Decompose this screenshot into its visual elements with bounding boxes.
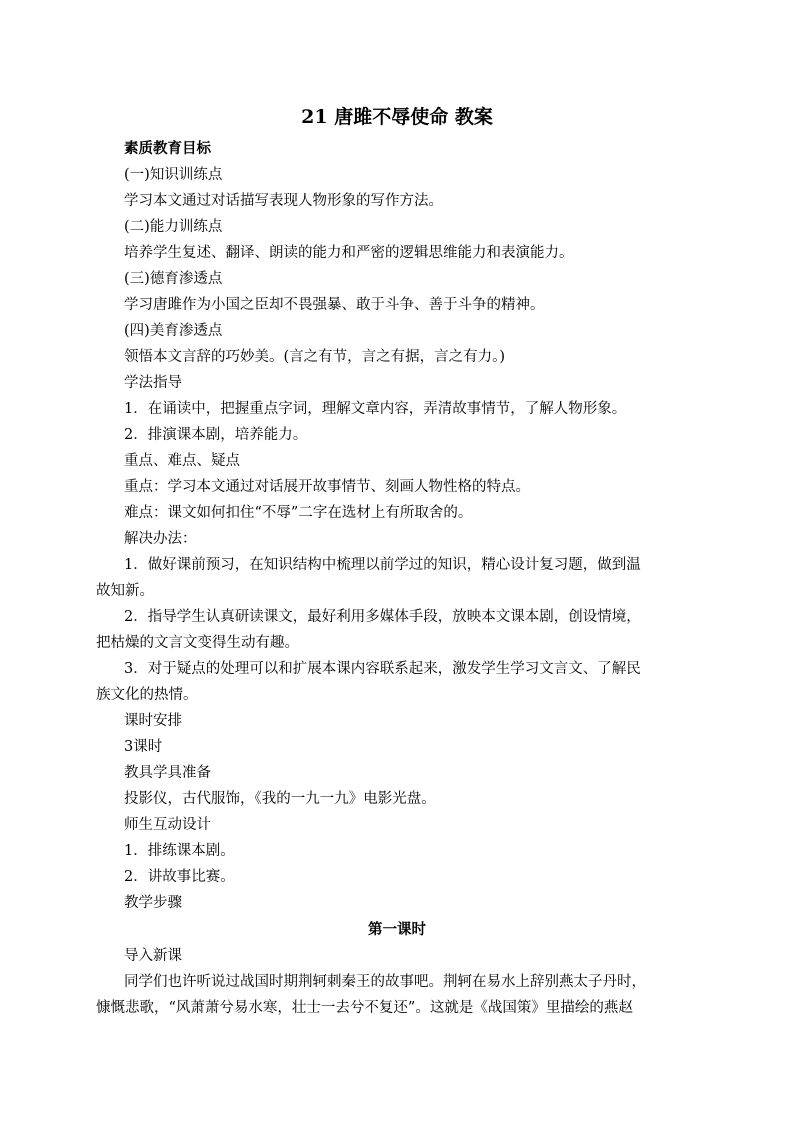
subheading: 导入新课 — [124, 948, 182, 964]
paragraph: 投影仪，古代服饰，《我的一九一九》电影光盘。 — [124, 791, 436, 807]
list-item: 3．对于疑点的处理可以和扩展本课内容联系起来，激发学生学习文言文、了解民 — [124, 661, 641, 677]
list-item: 2．指导学生认真研读课文，最好利用多媒体手段，放映本文课本剧，创设情境， — [124, 609, 641, 625]
list-item-continuation: 族文化的热情。 — [96, 687, 198, 703]
list-item: 2．讲故事比赛。 — [124, 869, 235, 885]
paragraph: 难点：课文如何扣住“不辱”二字在选材上有所取舍的。 — [124, 505, 473, 521]
subheading: 课时安排 — [124, 713, 182, 729]
list-item: 1．排练课本剧。 — [124, 843, 235, 859]
subheading: 师生互动设计 — [124, 817, 211, 833]
subheading: 教学步骤 — [124, 895, 182, 911]
subheading: 教具学具准备 — [124, 765, 211, 781]
paragraph: 培养学生复述、翻译、朗读的能力和严密的逻辑思维能力和表演能力。 — [124, 245, 574, 261]
list-item-continuation: 把枯燥的文言文变得生动有趣。 — [96, 635, 299, 651]
paragraph: 学习唐雎作为小国之臣却不畏强暴、敢于斗争、善于斗争的精神。 — [124, 297, 545, 313]
subheading: (四)美育渗透点 — [124, 323, 223, 339]
paragraph: 重点：学习本文通过对话展开故事情节、刻画人物性格的特点。 — [124, 479, 530, 495]
paragraph: 3课时 — [124, 739, 163, 755]
paragraph: 学习本文通过对话描写表现人物形象的写作方法。 — [124, 193, 443, 209]
subheading: (三)德育渗透点 — [124, 271, 223, 287]
subheading: (二)能力训练点 — [124, 219, 223, 235]
paragraph: 同学们也许听说过战国时期荆轲刺秦王的故事吧。荆轲在易水上辞别燕太子丹时， — [124, 974, 646, 990]
section-heading: 素质教育目标 — [124, 140, 211, 157]
list-item-continuation: 故知新。 — [96, 583, 154, 599]
lesson-heading: 第一课时 — [368, 921, 426, 938]
list-item: 1．在诵读中，把握重点字词，理解文章内容，弄清故事情节，了解人物形象。 — [124, 401, 627, 417]
subheading: (一)知识训练点 — [124, 167, 223, 183]
document-title: 21 唐雎不辱使命 教案 — [301, 106, 493, 128]
subheading: 学法指导 — [124, 375, 182, 391]
list-item: 1．做好课前预习，在知识结构中梳理以前学过的知识，精心设计复习题，做到温 — [124, 557, 641, 573]
subheading: 重点、难点、疑点 — [124, 453, 240, 469]
paragraph-continuation: 慷慨悲歌，“风萧萧兮易水寒，壮士一去兮不复还”。这就是《战国策》里描绘的燕赵 — [96, 1000, 633, 1016]
subheading: 解决办法： — [124, 531, 197, 547]
paragraph: 领悟本文言辞的巧妙美。(言之有节，言之有据，言之有力。) — [124, 349, 506, 365]
list-item: 2．排演课本剧，培养能力。 — [124, 427, 308, 443]
